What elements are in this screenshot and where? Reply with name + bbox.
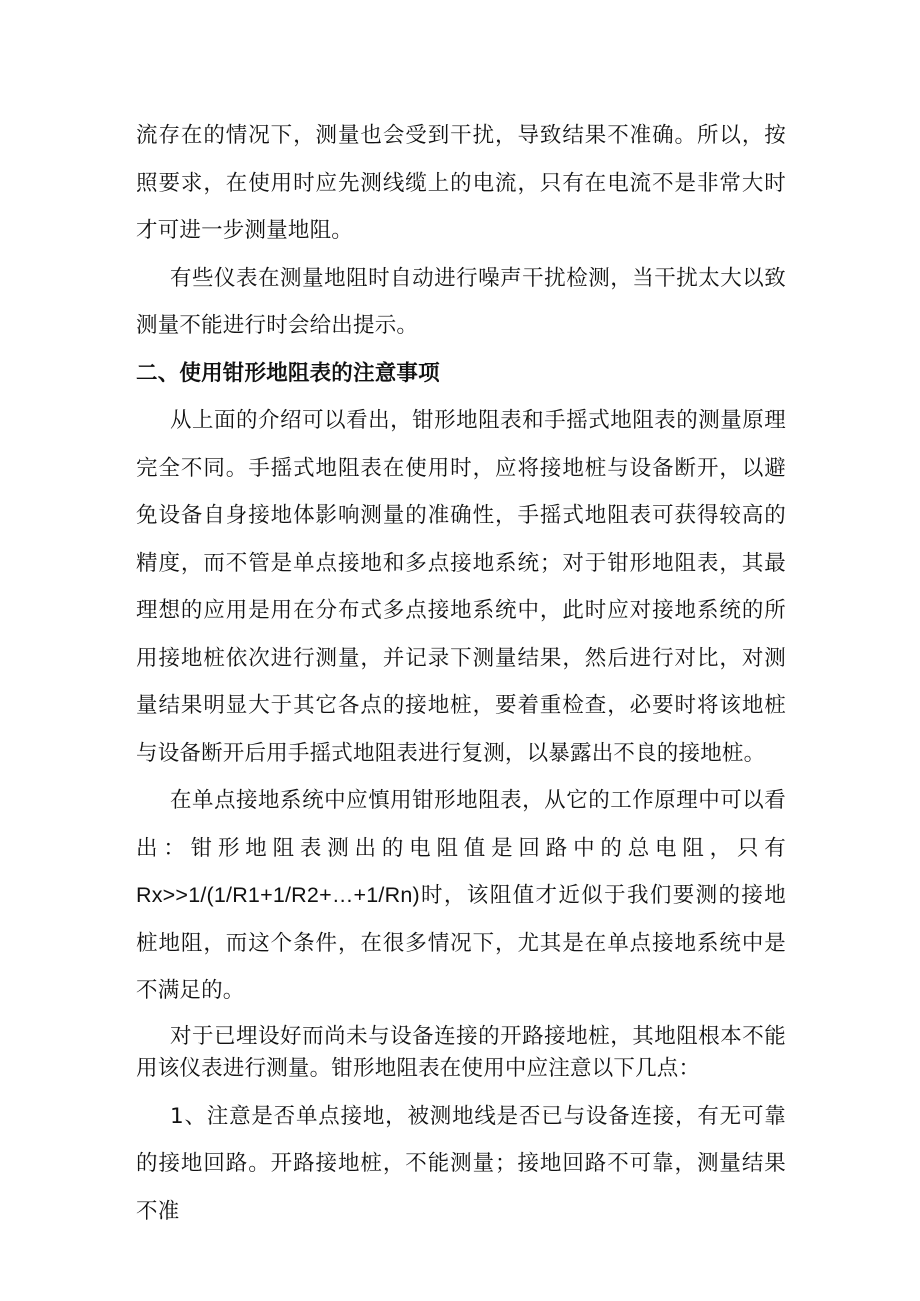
paragraph-principle-comparison: 从上面的介绍可以看出，钳形地阻表和手摇式地阻表的测量原理完全不同。手摇式地阻表在使用时，应将接地桩与设备断开，以避免设备自身接地体影响测量的准确性，手摇式地阻表可获得较高的精度，而不管是单点接地和多点接地系统；对于钳形地阻表，其最理想的应用是用在分布式多点接地系统中，此时应对接地系统的所用接地桩依次进行测量，并记录下测量结果，然后进行对比，对测量结果明显大于其它各点的接地桩，要着重检查，必要时将该地桩与设备断开后用手摇式地阻表进行复测，以暴露出不良的接地桩。 xyxy=(136,408,786,766)
paragraph-noise-detection: 有些仪表在测量地阻时自动进行噪声干扰检测，当干扰太大以致测量不能进行时会给出提示。 xyxy=(136,265,786,338)
paragraph-point-1: 1、注意是否单点接地，被测地线是否已与设备连接，有无可靠的接地回路。开路接地桩，不能测量；接地回路不可靠，测量结果不准 xyxy=(136,1103,786,1224)
paragraph-single-point-caution xyxy=(136,777,786,1015)
document-page xyxy=(136,112,786,1235)
paragraph-continued: 流存在的情况下，测量也会受到干扰，导致结果不准确。所以，按照要求，在使用时应先测线缆上的电流，只有在电流不是非常大时才可进一步测量地阻。 xyxy=(136,123,786,243)
resistance-formula: Rx>>1/(1/R1+1/R2+…+1/Rn) xyxy=(136,883,420,907)
section-heading: 二、使用钳形地阻表的注意事项 xyxy=(136,360,440,386)
paragraph-open-circuit-note: 对于已埋设好而尚未与设备连接的开路接地桩，其地阻根本不能用该仪表进行测量。钳形地阻表在使用中应注意以下几点： xyxy=(136,1023,786,1081)
paragraph-text-after-formula: 时，该阻值才近似于我们要测的接地桩地阻，而这个条件，在很多情况下，尤其是在单点接地系统中是不满足的。 xyxy=(136,883,786,1003)
paragraph-text-before-formula: 在单点接地系统中应慎用钳形地阻表，从它的工作原理中可以看出：钳形地阻表测出的电阻值是回路中的总电阻，只有 xyxy=(136,788,786,861)
